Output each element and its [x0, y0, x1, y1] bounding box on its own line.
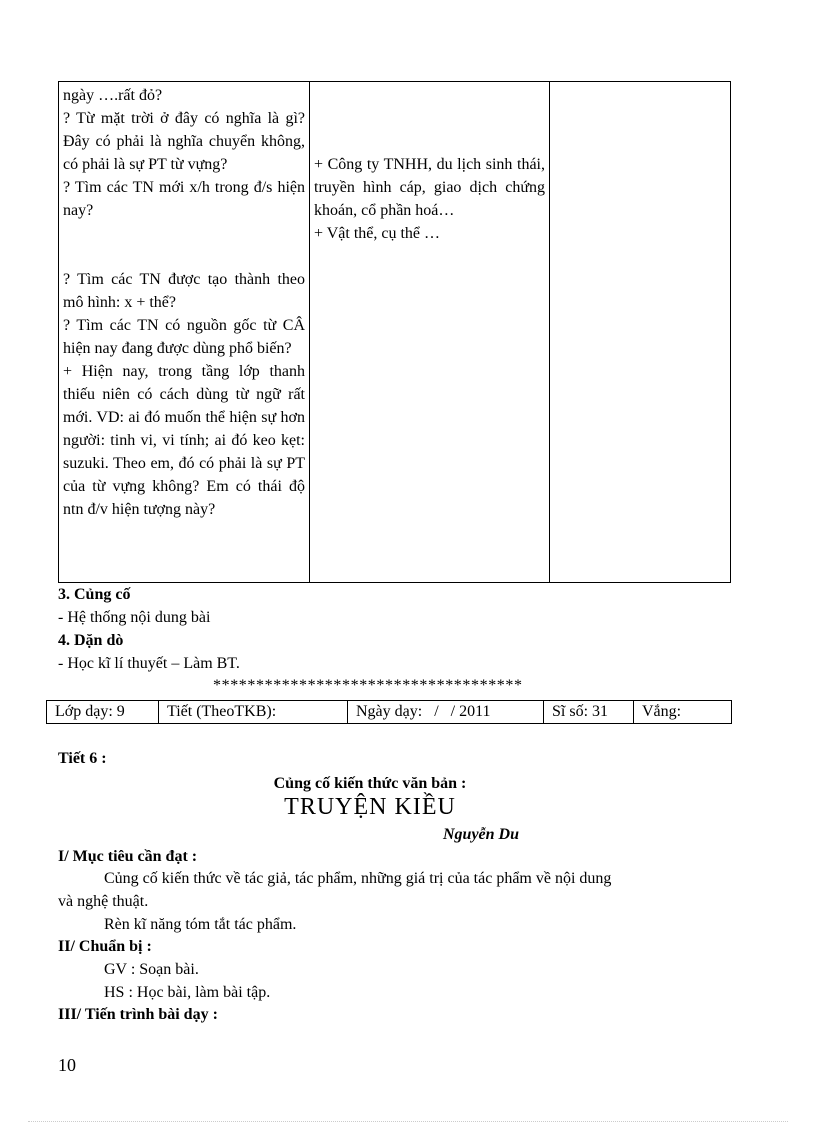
question-text: ? Từ mặt trời ở đây có nghĩa là gì? Đây có phải là nghĩa chuyển không, có phải là sự PT từ vựng?: [63, 110, 305, 173]
table-row: [59, 82, 731, 583]
question-text: ? Tìm các TN mới x/h trong đ/s hiện nay?: [63, 179, 305, 219]
table-row: [47, 701, 732, 724]
question-text: ngày ….rất đỏ?: [63, 87, 163, 104]
spacer: [63, 222, 305, 268]
page-number: 10: [58, 1055, 76, 1075]
lesson-label: Tiết 6 :: [58, 750, 107, 767]
part2-heading: II/ Chuẩn bị :: [58, 938, 152, 955]
period-cell: Tiết (TheoTKB):: [159, 701, 348, 724]
question-text: ? Tìm các TN có nguồn gốc từ CÂ hiện nay đang được dùng phổ biến?: [63, 317, 305, 357]
section3-heading: 3. Củng cố: [58, 586, 131, 603]
lesson-title: TRUYỆN KIỀU: [284, 794, 456, 820]
section3-item: - Hệ thống nội dung bài: [58, 609, 211, 626]
part2-hs: HS : Học bài, làm bài tập.: [104, 984, 271, 1001]
part1-text: Rèn kĩ năng tóm tắt tác phẩm.: [104, 916, 297, 933]
lesson-subtitle: Củng cố kiến thức văn bản :: [273, 775, 467, 792]
part3-heading: III/ Tiến trình bài dạy :: [58, 1006, 218, 1023]
question-text: + Hiện nay, trong tầng lớp thanh thiếu niên có cách dùng từ ngữ rất mới. VD: ai đó muốn thể hiện sự hơn người: tinh vi, vi tính; ai đó keo kẹt: suzuki. Theo em, đó có phải là sự PT của từ vựng không? Em có thái độ ntn đ/v hiện tượng này?: [63, 363, 305, 518]
separator-stars: ************************************: [213, 677, 523, 694]
answer-text: + Công ty TNHH, du lịch sinh thái, truyền hình cáp, giao dịch chứng khoán, cổ phần hoá…: [314, 156, 545, 219]
answer-text: + Vật thể, cụ thể …: [314, 225, 441, 242]
section4-heading: 4. Dặn dò: [58, 632, 124, 649]
question-text: ? Tìm các TN được tạo thành theo mô hình: x + thể?: [63, 271, 305, 311]
part2-gv: GV : Soạn bài.: [104, 961, 199, 978]
section4-item: - Học kĩ lí thuyết – Làm BT.: [58, 655, 240, 672]
lesson-author: Nguyễn Du: [443, 826, 520, 843]
activity-table: [58, 81, 731, 583]
part1-text: Củng cố kiến thức về tác giả, tác phẩm, những giá trị của tác phẩm về nội dung: [104, 870, 612, 887]
class-cell: Lớp dạy: 9: [47, 701, 159, 724]
student-answers-cell: [310, 82, 550, 583]
teacher-questions-cell: [59, 82, 310, 583]
date-cell: Ngày dạy: / / 2011: [348, 701, 544, 724]
notes-cell: [550, 82, 731, 583]
class-info-table: [46, 700, 732, 724]
page-edge-divider: [28, 1121, 788, 1122]
student-count-cell: Sĩ số: 31: [544, 701, 634, 724]
part1-heading: I/ Mục tiêu cần đạt :: [58, 848, 198, 865]
part1-text: và nghệ thuật.: [58, 893, 149, 910]
absent-cell: Vắng:: [634, 701, 732, 724]
